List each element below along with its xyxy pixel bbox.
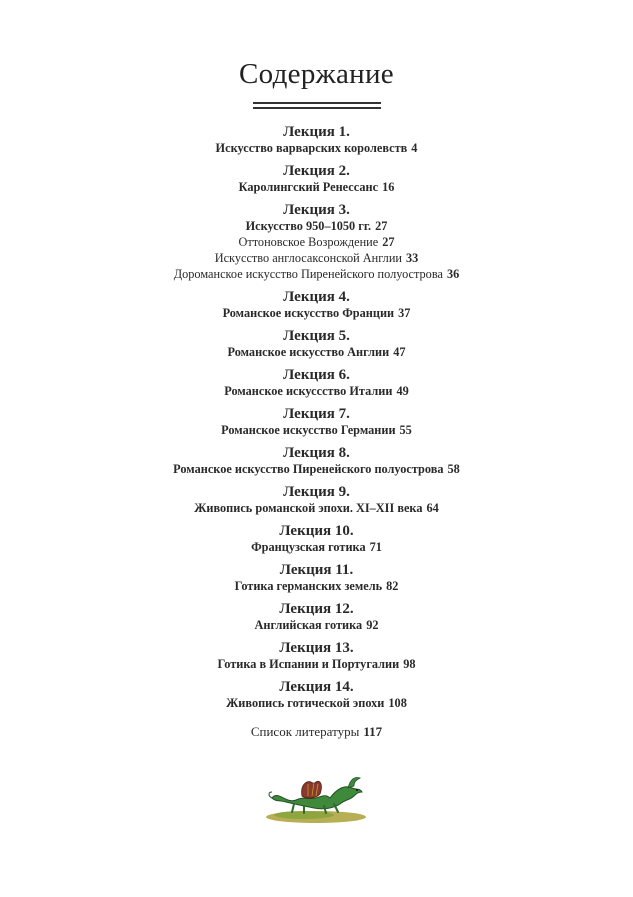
toc-entry-title: Романское искусство Германии (221, 423, 396, 437)
bibliography-title: Список литературы (250, 724, 360, 739)
toc-entry-page: 58 (447, 462, 460, 476)
toc-entry-title: Живопись готической эпохи (226, 696, 385, 710)
toc-entry-title: Французская готика (251, 540, 366, 554)
toc-entry (0, 235, 633, 250)
toc-entry-title: Романское искусство Пиренейского полуострова (173, 462, 444, 476)
toc-entry-page: 55 (399, 423, 412, 437)
title-underline-top (253, 102, 381, 104)
lecture-heading: Лекция 13. (279, 640, 354, 656)
toc-entry (0, 501, 633, 516)
toc-entry-title: Романское искусство Англии (227, 345, 390, 359)
lecture-heading: Лекция 10. (279, 523, 354, 539)
toc-entry (0, 180, 633, 195)
toc-entry (0, 696, 633, 711)
toc-entry-title: Готика германских земель (234, 579, 383, 593)
lecture-heading: Лекция 4. (283, 289, 350, 305)
toc-entry (0, 345, 633, 360)
toc-entry-page: 33 (405, 251, 419, 265)
toc-entry-title: Живопись романской эпохи. XI–XII века (194, 501, 423, 515)
lecture-heading: Лекция 5. (283, 328, 350, 344)
toc-entry-page: 16 (382, 180, 395, 194)
lecture-heading: Лекция 3. (283, 202, 350, 218)
toc-entry (0, 540, 633, 555)
toc-entry-page: 71 (369, 540, 382, 554)
dragon-illustration (264, 770, 370, 830)
lecture-heading: Лекция 6. (283, 367, 350, 383)
toc-entry-title: Искусство 950–1050 гг. (245, 219, 372, 233)
toc-entry (0, 462, 633, 477)
toc-entry (0, 657, 633, 672)
toc-entry-page: 36 (446, 267, 460, 281)
page-title: Содержание (239, 58, 394, 90)
lecture-heading: Лекция 14. (279, 679, 354, 695)
title-underline-bottom (253, 107, 381, 109)
toc-entry (0, 267, 633, 282)
toc-entry-page: 49 (396, 384, 409, 398)
toc-entry (0, 219, 633, 234)
toc-entry-page: 4 (411, 141, 418, 155)
toc-entry-page: 27 (382, 235, 395, 249)
bibliography-page: 117 (363, 724, 383, 739)
toc-entry-title: Искусство варварских королевств (215, 141, 408, 155)
toc-entry-title: Романское искусство Франции (222, 306, 395, 320)
toc-entry-page: 98 (403, 657, 416, 671)
toc-entry-page: 37 (398, 306, 411, 320)
toc-entry-page: 47 (393, 345, 406, 359)
toc-entry-page: 92 (366, 618, 379, 632)
toc-entry-title: Готика в Испании и Португалии (217, 657, 400, 671)
lecture-heading: Лекция 12. (279, 601, 354, 617)
toc-entry-title: Искусство англосаксонской Англии (214, 251, 402, 265)
toc-entry (0, 141, 633, 156)
toc-entry-title: Дороманское искусство Пиренейского полуострова (173, 267, 443, 281)
lecture-heading: Лекция 2. (283, 163, 350, 179)
toc-entry (0, 384, 633, 399)
toc-entry (0, 251, 633, 266)
lecture-heading: Лекция 9. (283, 484, 350, 500)
lecture-heading: Лекция 11. (279, 562, 354, 578)
bibliography-entry (0, 724, 633, 740)
toc-entry-title: Оттоновское Возрождение (238, 235, 379, 249)
toc-entry (0, 579, 633, 594)
toc-entry (0, 423, 633, 438)
toc-entry-page: 108 (388, 696, 407, 710)
toc-entry-title: Романское искуссство Италии (224, 384, 393, 398)
lecture-heading: Лекция 1. (283, 124, 350, 140)
lecture-heading: Лекция 8. (283, 445, 350, 461)
toc-entry-page: 64 (426, 501, 439, 515)
toc-entry-page: 27 (375, 219, 388, 233)
toc-entry-title: Английская готика (254, 618, 363, 632)
toc-entry-title: Каролингский Ренессанс (238, 180, 379, 194)
toc-entry (0, 618, 633, 633)
toc-entry (0, 306, 633, 321)
lecture-heading: Лекция 7. (283, 406, 350, 422)
toc-entry-page: 82 (386, 579, 399, 593)
